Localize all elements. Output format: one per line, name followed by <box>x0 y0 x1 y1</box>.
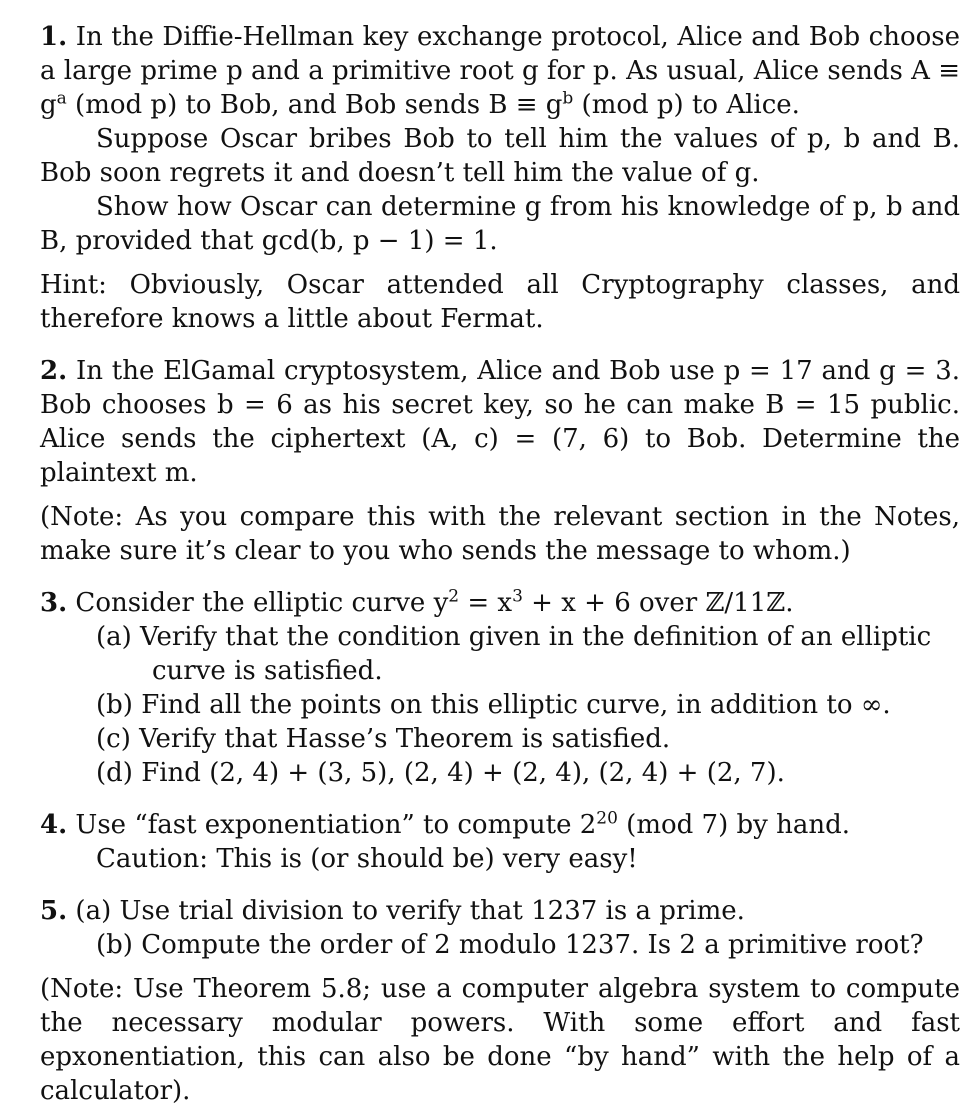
problem-1-text: In the Diffie-Hellman key exchange protocol, Alice and Bob choose a large prime p and a primitive root g for p. As usual, Alice sends A ≡ g <box>40 22 960 120</box>
problem-1 <box>40 20 960 336</box>
problem-5-part-a-line <box>40 894 960 928</box>
problem-1-paragraph-2: Suppose Oscar bribes Bob to tell him the values of p, b and B. Bob soon regrets it and doesn’t tell him the value of g. <box>40 124 960 188</box>
problem-5-part-a: (a) Use trial division to verify that 1237 is a prime. <box>75 896 745 926</box>
problem-3-part-a: (a) Verify that the condition given in the definition of an elliptic <box>96 622 932 652</box>
problem-2 <box>40 354 960 568</box>
problem-3 <box>40 586 960 790</box>
problem-number: 2. <box>40 356 68 386</box>
problem-1-text-end: (mod p) to Alice. <box>573 90 800 120</box>
problem-number: 4. <box>40 810 68 840</box>
problem-1-statement <box>40 20 960 122</box>
exponent: 20 <box>596 808 618 829</box>
problem-3-text-mid: = x <box>459 588 513 618</box>
problem-4-statement <box>40 808 960 842</box>
problem-3-part-d: (d) Find (2, 4) + (3, 5), (2, 4) + (2, 4), (2, 4) + (2, 7). <box>96 758 785 788</box>
problem-2-statement <box>40 354 960 490</box>
problem-4-caution: Caution: This is (or should be) very easy! <box>96 844 638 874</box>
problem-3-text-end: + x + 6 over ℤ/11ℤ. <box>522 588 794 618</box>
problem-4-text-end: (mod 7) by hand. <box>617 810 850 840</box>
problem-1-text-cont: (mod p) to Bob, and Bob sends B ≡ g <box>66 90 563 120</box>
problem-2-text: In the ElGamal cryptosystem, Alice and Bob use p = 17 and g = 3. Bob chooses b = 6 as his secret key, so he can make B = 15 public. Alice sends the ciphertext (A, c) = (7, 6) to Bob. Determine the plaintext m. <box>40 356 960 488</box>
problem-3-part-a-cont: curve is satisfied. <box>152 656 383 686</box>
problem-3-text: Consider the elliptic curve y <box>75 588 449 618</box>
problem-4 <box>40 808 960 876</box>
problem-3-statement <box>40 586 960 620</box>
exponent: a <box>56 88 67 109</box>
problem-3-part-b: (b) Find all the points on this elliptic curve, in addition to ∞. <box>96 690 891 720</box>
exponent: b <box>562 88 574 109</box>
problem-number: 5. <box>40 896 68 926</box>
problem-3-part-c: (c) Verify that Hasse’s Theorem is satisfied. <box>96 724 671 754</box>
problem-1-hint: Hint: Obviously, Oscar attended all Cryptography classes, and therefore knows a little about Fermat. <box>40 270 960 334</box>
exponent: 3 <box>512 586 523 607</box>
problem-5-note: (Note: Use Theorem 5.8; use a computer algebra system to compute the necessary modular powers. With some effort and fast epxonentiation, this can also be done “by hand” with the help of a calculator). <box>40 974 960 1106</box>
problem-5-part-b: (b) Compute the order of 2 modulo 1237. Is 2 a primitive root? <box>96 930 924 960</box>
problem-5 <box>40 894 960 1108</box>
problem-4-text: Use “fast exponentiation” to compute 2 <box>75 810 597 840</box>
problem-number: 1. <box>40 22 68 52</box>
problem-number: 3. <box>40 588 68 618</box>
problem-1-paragraph-3: Show how Oscar can determine g from his knowledge of p, b and B, provided that gcd(b, p − 1) = 1. <box>40 192 960 256</box>
exponent: 2 <box>448 586 460 607</box>
problem-2-note: (Note: As you compare this with the relevant section in the Notes, make sure it’s clear to you who sends the message to whom.) <box>40 502 960 566</box>
